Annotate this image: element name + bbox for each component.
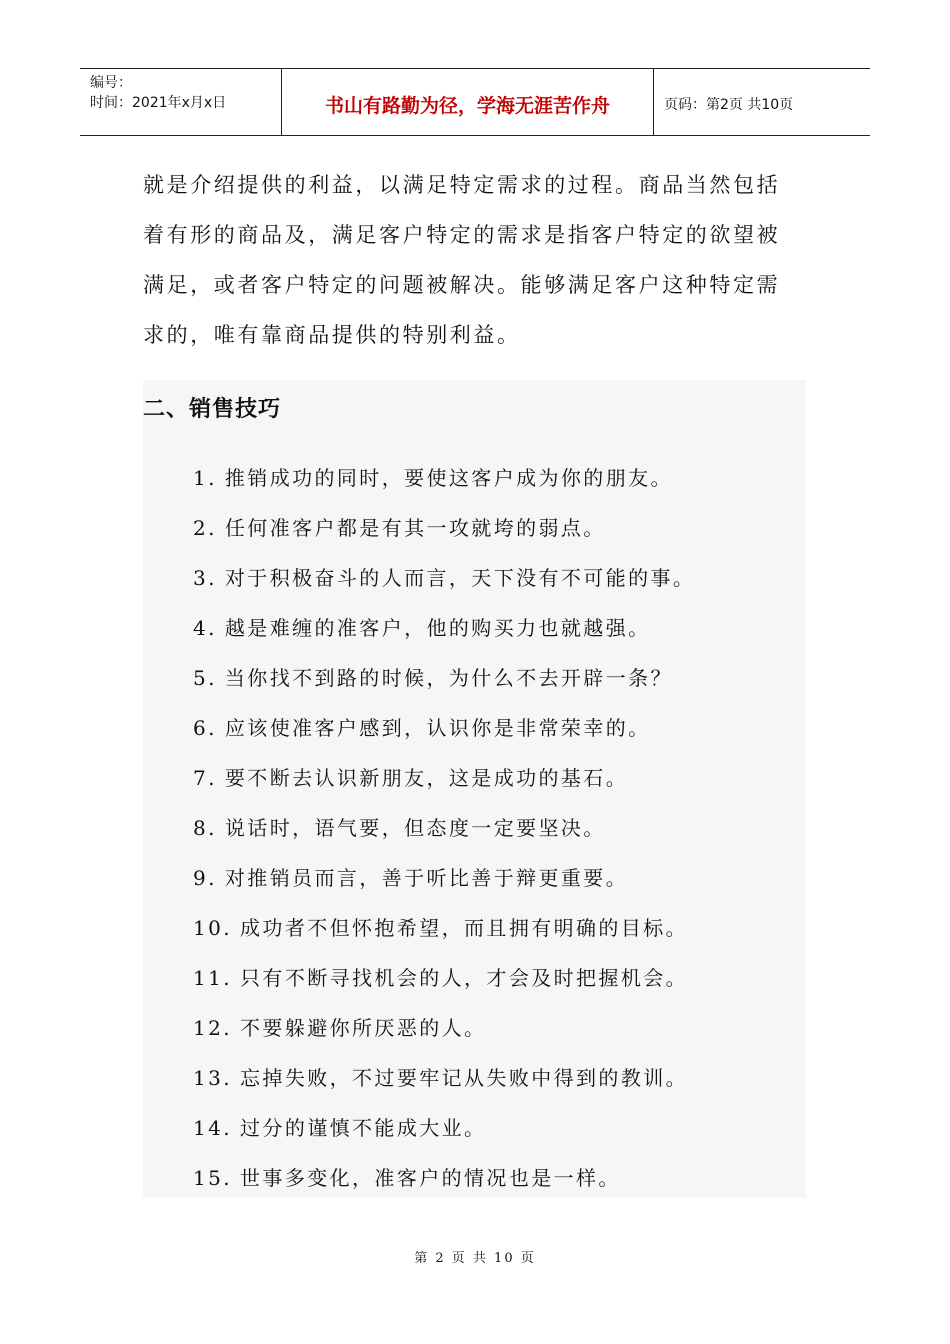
tip-text: 忘掉失败，不过要牢记从失败中得到的教训。 [240, 1066, 689, 1090]
list-item [193, 1153, 695, 1203]
tip-number: 1. [193, 466, 217, 490]
tip-text: 世事多变化，准客户的情况也是一样。 [240, 1166, 621, 1190]
tip-number: 9. [193, 866, 217, 890]
tip-text: 过分的谨慎不能成大业。 [240, 1116, 487, 1140]
tip-number: 4. [193, 616, 217, 640]
tip-number: 5. [193, 666, 217, 690]
tip-text: 说话时，语气要，但态度一定要坚决。 [224, 816, 606, 840]
tip-number: 15. [193, 1166, 233, 1190]
time-label: 时间：2021年x月x日 [90, 95, 227, 111]
list-item [193, 503, 695, 553]
page-header [80, 68, 870, 136]
tip-number: 7. [193, 766, 217, 790]
sales-tips-section [143, 380, 806, 1198]
tip-text: 对于积极奋斗的人而言，天下没有不可能的事。 [224, 566, 696, 590]
tip-number: 12. [193, 1016, 233, 1040]
tips-list [193, 453, 695, 1203]
tip-text: 应该使准客户感到，认识你是非常荣幸的。 [224, 716, 651, 740]
intro-line: 就是介绍提供的利益，以满足特定需求的过程。商品当然包括 [143, 173, 781, 197]
list-item [193, 553, 695, 603]
tip-number: 10. [193, 916, 233, 940]
tip-text: 要不断去认识新朋友，这是成功的基石。 [224, 766, 629, 790]
tip-number: 8. [193, 816, 217, 840]
list-item [193, 1103, 695, 1153]
tip-number: 2. [193, 516, 217, 540]
tip-number: 11. [193, 966, 233, 990]
tip-text: 只有不断寻找机会的人，才会及时把握机会。 [240, 966, 689, 990]
list-item [193, 853, 695, 903]
list-item [193, 1053, 695, 1103]
tip-text: 成功者不但怀抱希望，而且拥有明确的目标。 [240, 916, 689, 940]
intro-paragraph [143, 160, 813, 360]
section-heading: 二、销售技巧 [143, 397, 282, 422]
header-meta [80, 69, 282, 135]
tip-number: 3. [193, 566, 217, 590]
list-item [193, 453, 695, 503]
tip-text: 不要躲避你所厌恶的人。 [240, 1016, 487, 1040]
page-footer: 第 2 页 共 10 页 [414, 1251, 536, 1266]
header-motto: 书山有路勤为径，学海无涯苦作舟 [282, 69, 654, 135]
tip-text: 越是难缠的准客户，他的购买力也就越强。 [224, 616, 651, 640]
tip-text: 当你找不到路的时候，为什么不去开辟一条？ [224, 666, 673, 690]
tip-number: 6. [193, 716, 217, 740]
tip-text: 推销成功的同时，要使这客户成为你的朋友。 [224, 466, 673, 490]
tip-text: 任何准客户都是有其一攻就垮的弱点。 [224, 516, 606, 540]
intro-line: 满足，或者客户特定的问题被解决。能够满足客户这种特定需 [143, 273, 781, 297]
intro-line: 求的，唯有靠商品提供的特别利益。 [143, 323, 521, 347]
intro-line: 着有形的商品及，满足客户特定的需求是指客户特定的欲望被 [143, 223, 781, 247]
list-item [193, 753, 695, 803]
list-item [193, 803, 695, 853]
list-item [193, 703, 695, 753]
list-item [193, 603, 695, 653]
list-item [193, 653, 695, 703]
list-item [193, 953, 695, 1003]
list-item [193, 1003, 695, 1053]
list-item [193, 903, 695, 953]
header-page-info: 页码：第2页 共10页 [664, 97, 794, 113]
tip-text: 对推销员而言，善于听比善于辩更重要。 [224, 866, 629, 890]
tip-number: 14. [193, 1116, 233, 1140]
serial-label: 编号： [90, 75, 132, 91]
tip-number: 13. [193, 1066, 233, 1090]
